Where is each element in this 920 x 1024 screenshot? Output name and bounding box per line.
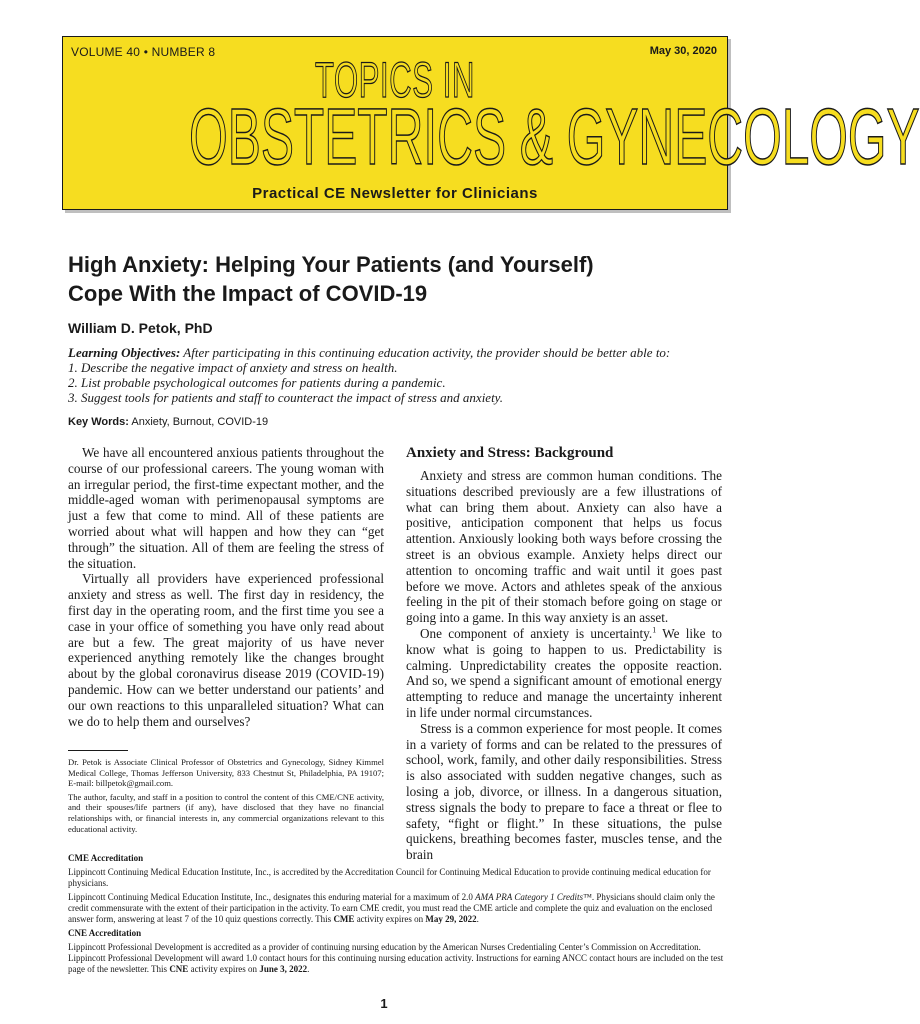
learning-objectives: [68, 345, 728, 405]
disclosure-note: The author, faculty, and staff in a position to control the content of this CME/CNE activity, and their spouses/life partners (if any), have disclosed that they have no financial relationships with, or financial interests in, any commercial organizations relevant to this educational activity.: [68, 791, 384, 834]
author-name: William D. Petok, PhD: [68, 320, 213, 336]
objectives-label: Learning Objectives:: [68, 345, 181, 360]
objective-item: 2. List probable psychological outcomes for patients during a pandemic.: [68, 375, 446, 390]
text-run: .: [307, 964, 310, 974]
body-paragraph: Stress is a common experience for most people. It comes in a variety of forms and can be related to the pressures of school, work, family, and other daily responsibilities. Stress is also associated with sudden negative changes, such as losing a job, divorce, or illness. In a dangerous situation, stress signals the body to prepare to face a threat or flee to safety, “fight or flight.” In these situations, the pulse quickens, breathing becomes faster, muscles tense, and the brain: [406, 720, 722, 863]
cne-paragraph: [68, 942, 728, 975]
issue-date: May 30, 2020: [649, 45, 717, 57]
keywords-label: Key Words:: [68, 416, 129, 428]
masthead-title: OBSTETRICS & GYNECOLOGY: [189, 92, 920, 181]
text-run: One component of anxiety is uncertainty.: [420, 625, 653, 641]
reference-marker: 1: [652, 625, 657, 635]
text-run: .: [476, 914, 479, 924]
body-column-left: [68, 445, 384, 729]
author-affiliation-note: Dr. Petok is Associate Clinical Professor of Obstetrics and Gynecology, Sidney Kimmel Medical College, Thomas Jefferson University, 833 Chestnut St, Philadelphia, PA 19107; E-mail: billpetok@gmail.com.: [68, 757, 384, 789]
page-number: 1: [380, 996, 388, 1011]
body-column-right: [406, 468, 722, 863]
article-title-line-2: Cope With the Impact of COVID-19: [68, 281, 428, 306]
objectives-intro: After participating in this continuing education activity, the provider should be better able to:: [180, 345, 671, 360]
credit-name: AMA PRA Category 1 Credits™: [475, 892, 592, 902]
text-run: . Physicians should claim only the credit commensurate with the extent of their participation in the activity. To earn CME credit, you must read the CME article and complete the quiz and evaluation on the enclosed answer form, answering at least 7 of the 10 quiz questions correctly. This: [68, 892, 715, 924]
body-paragraph: [406, 626, 722, 721]
text-run: CME: [333, 914, 355, 924]
text-run: We like to know what is going to happen to us. Predictability is calming. Unpredictability creates the opposite reaction. And so, we spend a significant amount of emotional energy attempting to reduce and manage the uncertainty inherent in life under normal circumstances.: [406, 625, 723, 720]
cme-paragraph: Lippincott Continuing Medical Education Institute, Inc., is accredited by the Accreditation Council for Continuing Medical Education to provide continuing medical education for physicians.: [68, 867, 711, 888]
text-run: Lippincott Professional Development is accredited as a provider of continuing nursing education by the American Nurses Credentialing Center’s Commission on Accreditation. Lippincott Professional Development will award 1.0 contact hours for this continuing nursing education activity. Instructions for earning ANCC contact hours are included on the test page of the newsletter. This: [68, 942, 724, 974]
cme-heading: CME Accreditation: [68, 853, 144, 863]
footnotes: [68, 757, 384, 837]
text-run: activity expires on: [188, 964, 260, 974]
body-paragraph: Anxiety and stress are common human conditions. The situations described previously are a few illustrations of what can bring them about. Anxiety can also have a positive, anticipation component that helps us focus attention. Anxiously looking both ways before crossing the street is an obvious example. Anxiety helps direct our attention to oncoming traffic and wait until it goes past before we move. Actors and athletes speak of the anxious feeling in the pit of their stomach before going on stage or going into a game. In this way anxiety is an asset.: [406, 468, 722, 626]
key-words: [68, 416, 268, 428]
accreditation-block: [68, 853, 728, 978]
keywords-values: Anxiety, Burnout, COVID-19: [128, 416, 269, 428]
objective-item: 1. Describe the negative impact of anxiety and stress on health.: [68, 360, 398, 375]
cme-paragraph: [68, 892, 728, 925]
body-paragraph: We have all encountered anxious patients throughout the course of our professional careers. The young woman with an irregular period, the first-time expectant mother, and the middle-aged woman with perimenopausal symptoms are just a few that come to mind. All of these patients are worried about what will happen and how they can “get through” the situation. All of them are feeling the stress of the situation.: [68, 445, 384, 571]
masthead: [62, 36, 920, 210]
cne-expiry-date: June 3, 2022: [259, 964, 308, 974]
cne-heading: CNE Accreditation: [68, 928, 142, 938]
text-run: Lippincott Continuing Medical Education Institute, Inc., designates this enduring material for a maximum of 2.0: [68, 892, 476, 902]
text-run: activity expires on: [354, 914, 426, 924]
text-run: CNE: [169, 964, 189, 974]
article-title: [68, 250, 688, 308]
masthead-subtitle: Practical CE Newsletter for Clinicians: [252, 185, 538, 202]
cme-expiry-date: May 29, 2022: [425, 914, 477, 924]
footnote-divider: [68, 750, 128, 751]
objective-item: 3. Suggest tools for patients and staff to counteract the impact of stress and anxiety.: [68, 390, 503, 405]
section-heading: Anxiety and Stress: Background: [406, 445, 614, 461]
body-paragraph: Virtually all providers have experienced professional anxiety and stress as well. The first day in residency, the first day in the operating room, and the first time you see a case in your office of something you have only read about are but a few. The great majority of us have never experienced anything remotely like the changes brought about by the global coronavirus disease 2019 (COVID-19) pandemic. How can we better understand our patients’ and our own reactions to this unparalleled situation? What can we do to help them and ourselves?: [68, 571, 384, 729]
masthead-topics: TOPICS IN: [314, 52, 476, 108]
volume-number: VOLUME 40 • NUMBER 8: [71, 45, 216, 59]
article-title-line-1: High Anxiety: Helping Your Patients (and Yourself): [68, 252, 594, 277]
